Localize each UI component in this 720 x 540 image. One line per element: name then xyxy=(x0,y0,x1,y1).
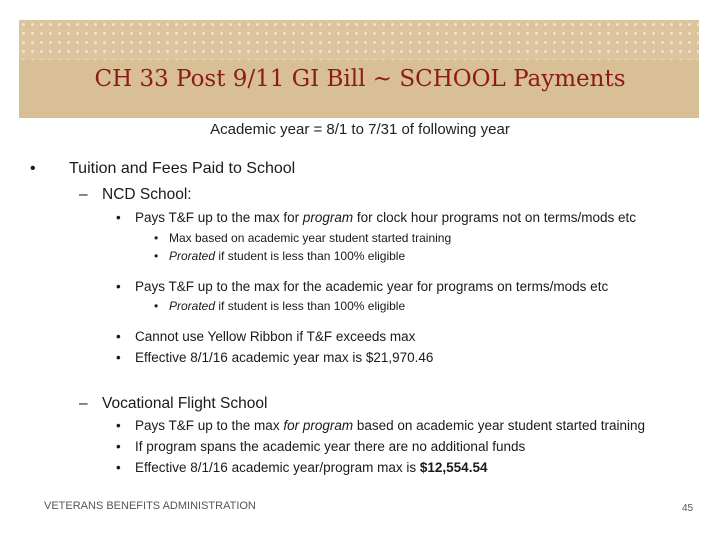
flight-item-1: Pays T&F up to the max for program based on academic year student started training xyxy=(135,418,646,433)
subtitle: Academic year = 8/1 to 7/31 of following year xyxy=(210,121,510,138)
ncd-item-1: Pays T&F up to the max for program for clock hour programs not on terms/mods etc xyxy=(135,210,636,225)
ncd-sub-3: Prorated if student is less than 100% eligible xyxy=(169,299,406,313)
bullet-dot: • xyxy=(154,249,159,263)
bullet-dot: • xyxy=(116,350,121,365)
bullet-dot: • xyxy=(30,160,36,177)
footer-text: VETERANS BENEFITS ADMINISTRATION xyxy=(44,500,256,512)
ncd-sub-2: Prorated if student is less than 100% eligible xyxy=(169,249,406,263)
page-number: 45 xyxy=(682,503,694,514)
slide-title: CH 33 Post 9/11 GI Bill ~ SCHOOL Payments xyxy=(94,66,626,92)
main-bullet: Tuition and Fees Paid to School xyxy=(69,160,296,177)
ncd-item-4: Effective 8/1/16 academic year max is $21,970.46 xyxy=(135,350,434,365)
ncd-sub-1: Max based on academic year student started training xyxy=(169,231,452,245)
bullet-dot: • xyxy=(154,299,159,313)
dash-marker: – xyxy=(79,186,88,203)
bullet-dot: • xyxy=(116,279,121,294)
flight-heading: Vocational Flight School xyxy=(102,395,268,412)
flight-item-2: If program spans the academic year there are no additional funds xyxy=(135,439,526,454)
bullet-dot: • xyxy=(116,210,121,225)
ncd-item-3: Cannot use Yellow Ribbon if T&F exceeds max xyxy=(135,329,416,344)
bullet-dot: • xyxy=(116,439,121,454)
bullet-dot: • xyxy=(116,418,121,433)
ncd-item-2: Pays T&F up to the max for the academic year for programs on terms/mods etc xyxy=(135,279,609,294)
bullet-dot: • xyxy=(116,460,121,475)
bullet-dot: • xyxy=(116,329,121,344)
flight-item-3: Effective 8/1/16 academic year/program max is $12,554.54 xyxy=(135,460,488,475)
ncd-heading: NCD School: xyxy=(102,186,192,203)
bullet-dot: • xyxy=(154,231,159,245)
dash-marker: – xyxy=(79,395,88,412)
